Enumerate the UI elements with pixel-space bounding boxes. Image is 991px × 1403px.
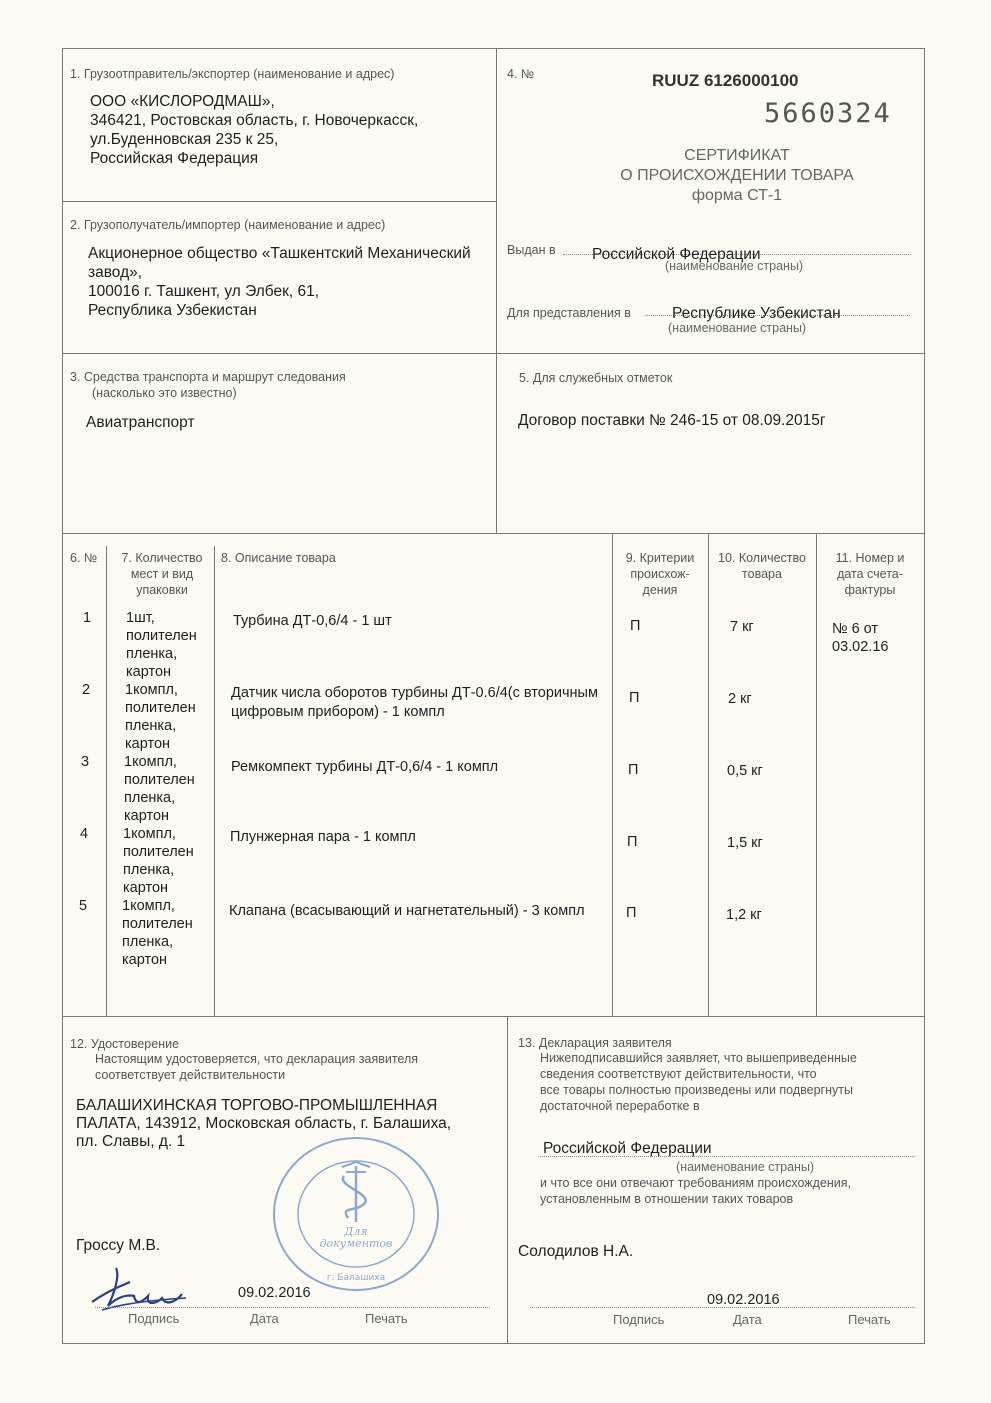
title-line: О ПРОИСХОЖДЕНИИ ТОВАРА (620, 167, 854, 184)
title-line: СЕРТИФИКАТ (684, 147, 790, 164)
row-quantity: 0,5 кг (727, 763, 763, 779)
box2-label: 2. Грузополучатель/импортер (наименование и адрес) (70, 218, 386, 232)
issued-country: Российской Федерации (592, 246, 761, 263)
col-header-criteria: 9. Критерии происхож- дения (625, 551, 695, 597)
for-country: Республике Узбекистан (672, 305, 841, 322)
row-criteria: П (627, 834, 638, 850)
row-description: Плунжерная пара - 1 компл (230, 829, 416, 845)
row-quantity: 1,5 кг (727, 835, 763, 851)
col-header-quantity: 10. Количество товара (718, 551, 806, 581)
service-notes-value: Договор поставки № 246-15 от 08.09.2015г (518, 412, 826, 429)
frame-right (924, 48, 925, 1344)
row-quantity: 1,2 кг (726, 907, 762, 923)
certificate-title (596, 146, 878, 206)
certificate-serial: 5660324 (764, 98, 892, 129)
for-label: Для представления в (507, 306, 631, 320)
stamp-text-3: г. Балашиха (326, 1273, 386, 1283)
importer-line: Республика Узбекистан (88, 302, 257, 319)
row-number: 4 (80, 826, 89, 842)
importer-line: завод», (88, 264, 143, 281)
importer-line: 100016 г. Ташкент, ул Элбек, 61, (88, 283, 320, 300)
col-line-5 (816, 533, 817, 1016)
importer-address (88, 244, 471, 320)
declarant-seal-caption: Печать (848, 1312, 891, 1327)
box1-label: 1. Грузоотправитель/экспортер (наименование и адрес) (70, 67, 395, 81)
certifier-signature-line (95, 1307, 490, 1308)
row-criteria: П (626, 905, 637, 921)
box5-label: 5. Для служебных отметок (519, 371, 673, 385)
title-line: форма СТ-1 (691, 187, 783, 204)
declaration-country: Российской Федерации (543, 1140, 712, 1157)
col-header-invoice: 11. Номер и дата счета- фактуры (835, 551, 905, 597)
row-packing: 1шт, полителен пленка, картон (126, 610, 197, 680)
box13-label: 13. Декларация заявителя (518, 1036, 672, 1050)
frame-left (62, 48, 63, 1344)
col-header-packing: 7. Количество мест и вид упаковки (121, 551, 203, 597)
declarant-date: 09.02.2016 (707, 1292, 780, 1308)
col-header-description: 8. Описание товара (221, 551, 336, 565)
divider-v-bottom (507, 1016, 508, 1344)
frame-bottom (62, 1343, 925, 1344)
box13-text2: и что все они отвечают требованиям происхождения, установленным в отношении таких товаров (540, 1176, 851, 1206)
divider-h-3 (62, 533, 925, 534)
col-line-1 (106, 546, 107, 1016)
certifier-date: 09.02.2016 (238, 1285, 311, 1301)
stamp-text-2: документов (319, 1237, 393, 1250)
divider-h-4 (62, 1016, 925, 1017)
row-packing: 1компл, полителен пленка, картон (122, 898, 193, 968)
row-number: 3 (81, 754, 90, 770)
certifier-date-caption: Дата (250, 1311, 279, 1326)
divider-v-top (496, 48, 497, 534)
for-country-caption: (наименование страны) (668, 321, 807, 335)
declarant-signature-line (530, 1307, 915, 1308)
box3-label-line: 3. Средства транспорта и маршрут следования (70, 370, 346, 384)
row-criteria: П (630, 618, 641, 634)
row-packing: 1компл, полителен пленка, картон (125, 682, 196, 752)
row-number: 5 (79, 898, 88, 914)
importer-line: Акционерное общество «Ташкентский Механический (88, 245, 471, 262)
divider-h-2 (62, 353, 925, 354)
stamp-text-1: Для (344, 1225, 368, 1238)
issued-country-caption: (наименование страны) (665, 259, 804, 273)
certifier-sig-caption: Подпись (128, 1311, 180, 1326)
declaration-country-line (540, 1156, 915, 1157)
row-number: 2 (82, 682, 91, 698)
box13-text: Нижеподписавшийся заявляет, что вышеприведенные сведения соответствуют действительности, что все товары полностью произведены или подвергнуты достаточной переработке в (540, 1051, 857, 1113)
exporter-line: ул.Буденновская 235 к 25, (90, 131, 279, 148)
certifier-seal-caption: Печать (365, 1311, 408, 1326)
row-packing: 1компл, полителен пленка, картон (124, 754, 195, 824)
exporter-line: 346421, Ростовская область, г. Новочеркасск, (90, 112, 419, 129)
row-quantity: 7 кг (730, 619, 754, 635)
row-description: Ремкомпект турбины ДТ-0,6/4 - 1 компл (231, 759, 499, 775)
box3-label-line: (насколько это известно) (92, 386, 237, 400)
box4-label: 4. № (507, 67, 535, 81)
chamber-name: БАЛАШИХИНСКАЯ ТОРГОВО-ПРОМЫШЛЕННАЯ ПАЛАТА, 143912, Московская область, г. Балашиха, пл. Славы, д. 1 (76, 1097, 452, 1150)
col-line-2 (214, 546, 215, 1016)
row-criteria: П (629, 690, 640, 706)
row-packing: 1компл, полителен пленка, картон (123, 826, 194, 896)
certifier-name: Гроссу М.В. (76, 1237, 161, 1254)
box12-text: Настоящим удостоверяется, что декларация заявителя соответствует действительности (95, 1052, 419, 1082)
exporter-line: Российская Федерация (90, 150, 259, 167)
box3-label (70, 369, 346, 401)
row-quantity: 2 кг (728, 691, 752, 707)
col-line-4 (708, 533, 709, 1016)
certificate-number: RUUZ 6126000100 (652, 71, 799, 90)
exporter-address (90, 92, 418, 168)
row-description: Датчик числа оборотов турбины ДТ-0.6/4(с вторичным цифровым прибором) - 1 компл (231, 685, 598, 720)
row-number: 1 (83, 610, 92, 626)
exporter-line: ООО «КИСЛОРОДМАШ», (90, 93, 275, 110)
declaration-country-caption: (наименование страны) (676, 1160, 815, 1174)
declarant-date-caption: Дата (733, 1312, 762, 1327)
row-criteria: П (628, 762, 639, 778)
frame-top (62, 48, 925, 49)
declarant-name: Солодилов Н.А. (518, 1243, 634, 1260)
col-header-no: 6. № (70, 551, 98, 565)
divider-h-1 (62, 201, 497, 202)
seal-stamp (270, 1134, 442, 1294)
row-description: Турбина ДТ-0,6/4 - 1 шт (233, 613, 392, 629)
row-invoice: № 6 от 03.02.16 (832, 621, 889, 655)
col-line-3 (612, 533, 613, 1016)
transport-value: Авиатранспорт (86, 414, 195, 431)
issued-label: Выдан в (507, 243, 556, 257)
box12-label: 12. Удостоверение (70, 1037, 180, 1051)
declarant-sig-caption: Подпись (613, 1312, 665, 1327)
row-description: Клапана (всасывающий и нагнетательный) - 3 компл (229, 903, 585, 919)
